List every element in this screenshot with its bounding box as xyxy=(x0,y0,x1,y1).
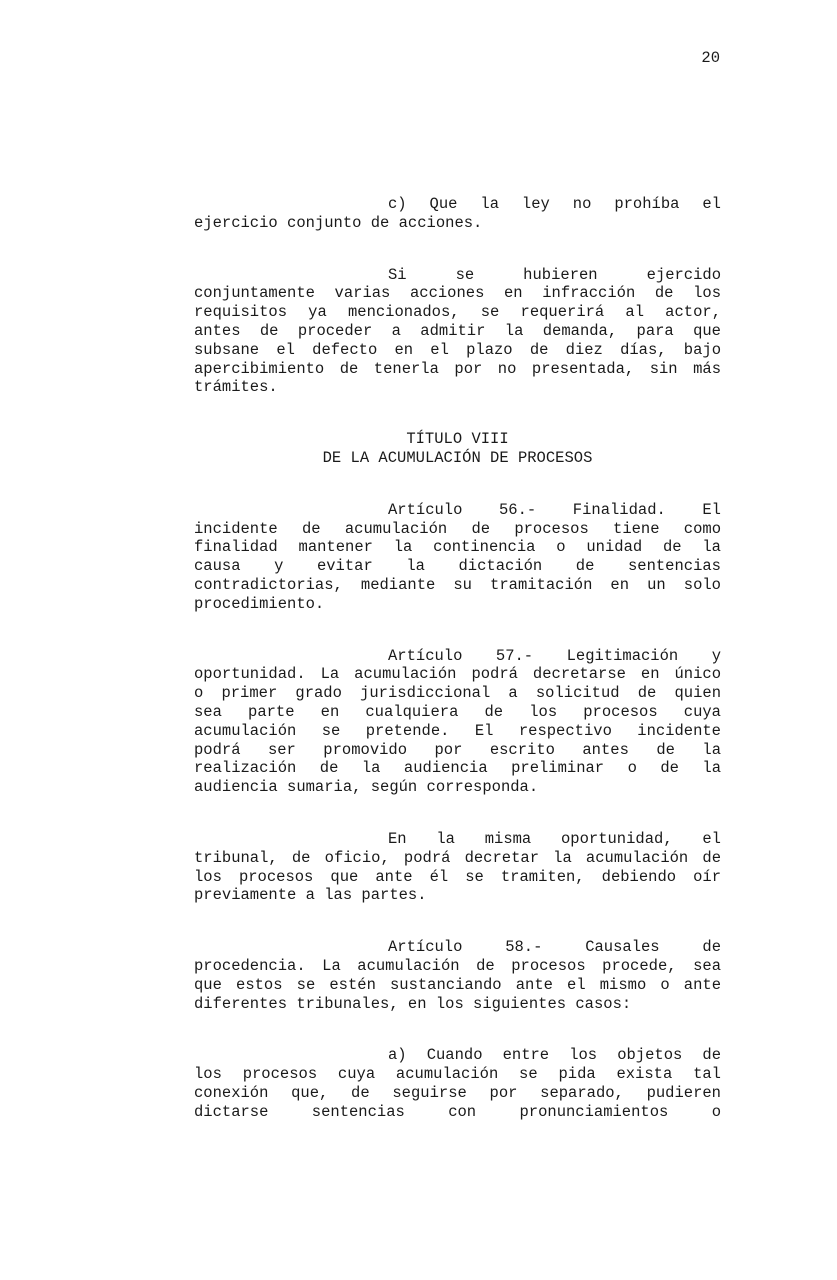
text-line: tribunal, de oficio, podrá decretar la acumulación de xyxy=(194,848,721,867)
text-line: trámites. xyxy=(194,378,278,397)
text-line: podrá ser promovido por escrito antes de la xyxy=(194,740,721,759)
paragraph-ex-officio xyxy=(194,830,721,905)
page-number: 20 xyxy=(701,49,720,67)
text-line: procedencia. La acumulación de procesos procede, sea xyxy=(194,956,721,975)
text-line: subsane el defecto en el plazo de diez días, bajo xyxy=(194,340,721,359)
text-line: o primer grado jurisdiccional a solicitud de quien xyxy=(194,684,721,703)
article-57 xyxy=(194,647,721,797)
text-line: diferentes tribunales, en los siguientes casos: xyxy=(194,994,632,1013)
article-58 xyxy=(194,938,721,1013)
text-line: En la misma oportunidad, el xyxy=(388,829,721,848)
text-line: conjuntamente varias acciones en infracción de los xyxy=(194,284,721,303)
text-line: finalidad mantener la continencia o unidad de la xyxy=(194,538,721,557)
text-line: procedimiento. xyxy=(194,594,325,613)
text-line: audiencia sumaria, según corresponda. xyxy=(194,778,539,797)
text-line: oportunidad. La acumulación podrá decretarse en único xyxy=(194,665,721,684)
text-line: requisitos ya mencionados, se requerirá al actor, xyxy=(194,303,721,322)
text-line: Artículo 58.- Causales de xyxy=(388,938,721,957)
text-line: c) Que la ley no prohíba el xyxy=(388,195,721,213)
text-line: los procesos cuya acumulación se pida exista tal xyxy=(194,1065,721,1084)
text-line: los procesos que ante él se tramiten, debiendo oír xyxy=(194,867,721,886)
text-line: previamente a las partes. xyxy=(194,886,427,905)
text-line: incidente de acumulación de procesos tiene como xyxy=(194,519,721,538)
text-line: Artículo 57.- Legitimación y xyxy=(388,646,721,665)
article-56 xyxy=(194,501,721,614)
text-line: a) Cuando entre los objetos de xyxy=(388,1046,721,1065)
paragraph-c xyxy=(194,195,721,233)
text-line: dictarse sentencias con pronunciamientos o xyxy=(194,1102,721,1121)
title-number: TÍTULO VIII xyxy=(406,430,509,449)
text-line: ejercicio conjunto de acciones. xyxy=(194,213,483,232)
paragraph-a xyxy=(194,1046,721,1121)
text-line: contradictorias, mediante su tramitación en un solo xyxy=(194,575,721,594)
text-line: conexión que, de seguirse por separado, pudieren xyxy=(194,1083,721,1102)
section-title xyxy=(194,430,721,468)
text-line: acumulación se pretende. El respectivo incidente xyxy=(194,721,721,740)
text-line: apercibimiento de tenerla por no presentada, sin más xyxy=(194,359,721,378)
text-line: antes de proceder a admitir la demanda, para que xyxy=(194,321,721,340)
text-line: que estos se estén sustanciando ante el mismo o ante xyxy=(194,975,721,994)
text-line: sea parte en cualquiera de los procesos cuya xyxy=(194,702,721,721)
text-line: realización de la audiencia preliminar o de la xyxy=(194,759,721,778)
paragraph-requirement xyxy=(194,266,721,398)
text-line: Artículo 56.- Finalidad. El xyxy=(388,500,721,519)
text-line: causa y evitar la dictación de sentencias xyxy=(194,557,721,576)
document-body xyxy=(194,195,721,1121)
title-text: DE LA ACUMULACIÓN DE PROCESOS xyxy=(322,448,593,467)
text-line: Si se hubieren ejercido xyxy=(388,265,721,284)
